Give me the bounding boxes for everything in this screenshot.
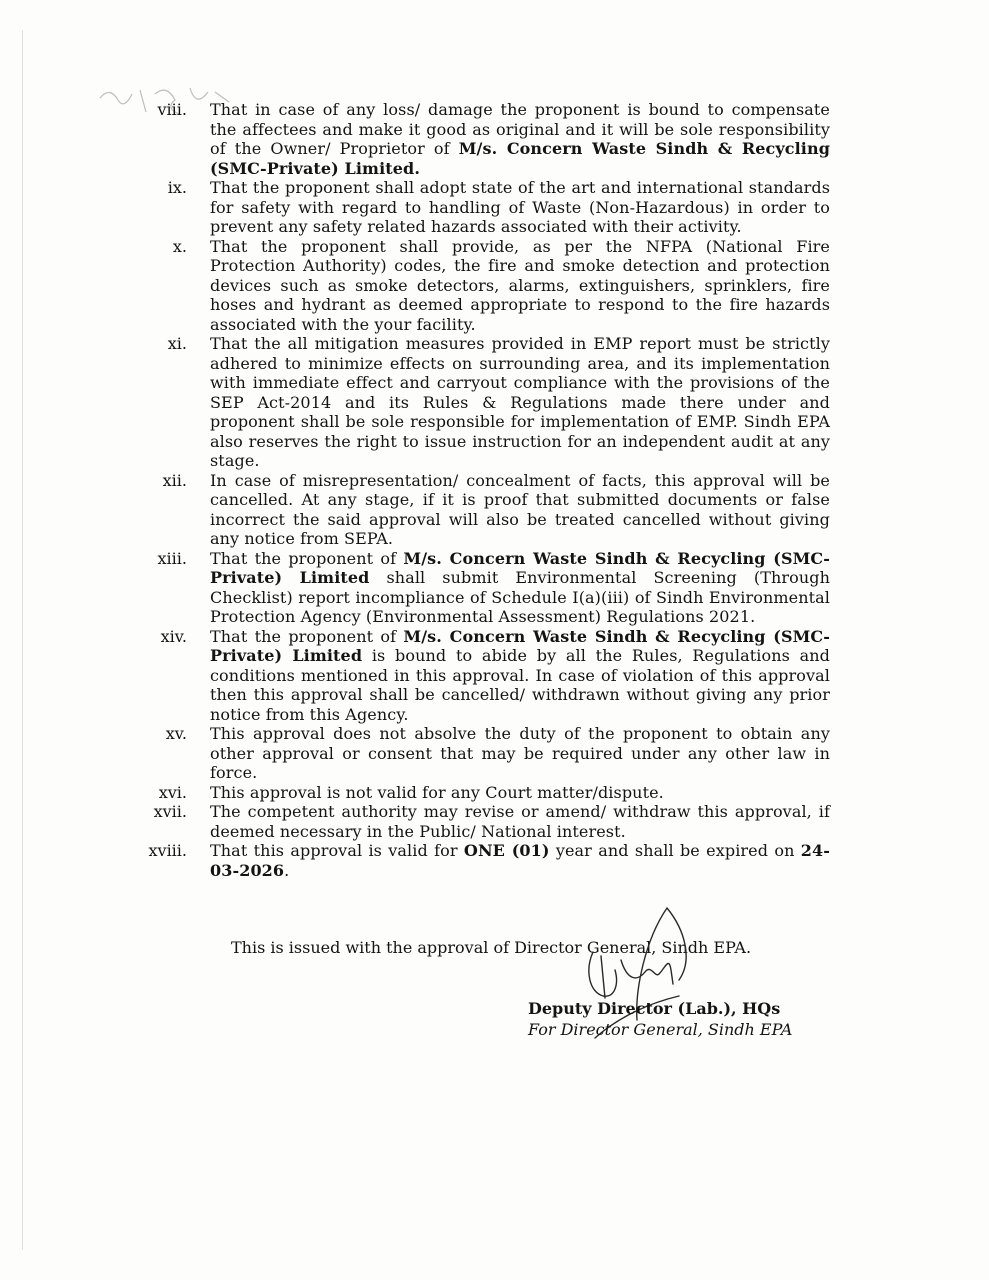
- condition-number: xv.: [165, 724, 187, 743]
- condition-text-run: That the proponent of: [210, 626, 404, 646]
- condition-text-run: That the proponent shall adopt state of the art and international standards for safety with regard to handling of Waste (Non-Hazardous) in order to prevent any safety related hazards associated with their activity.: [210, 178, 830, 236]
- condition-number: xvii.: [153, 802, 187, 821]
- condition-number: xiii.: [157, 548, 187, 568]
- condition-item: [150, 627, 830, 725]
- condition-item: [150, 802, 830, 841]
- condition-item: [150, 178, 830, 237]
- condition-item: [150, 724, 830, 783]
- condition-number: x.: [172, 236, 187, 256]
- condition-number: ix.: [167, 178, 187, 197]
- condition-item: [150, 783, 830, 803]
- condition-text-bold: 24-03-2026: [210, 841, 830, 880]
- condition-text-run: The competent authority may revise or amend/ withdraw this approval, if deemed necessary in the Public/ National interest.: [210, 802, 830, 841]
- condition-number: xviii.: [148, 841, 187, 860]
- condition-item: [150, 334, 830, 471]
- condition-text-bold: ONE (01): [463, 841, 550, 860]
- condition-text: [210, 549, 830, 627]
- condition-text-run: year and shall be expired on: [549, 841, 801, 860]
- condition-text-run: .: [284, 860, 290, 880]
- condition-text: [210, 100, 830, 178]
- condition-text-run: This approval does not absolve the duty of the proponent to obtain any other approval or consent that may be required under any other law in force.: [210, 724, 830, 782]
- condition-text: [210, 178, 830, 237]
- signatory-subtitle: For Director General, Sindh EPA: [528, 1020, 793, 1039]
- condition-number: xiv.: [160, 626, 187, 646]
- condition-number: xi.: [167, 334, 187, 353]
- signatory-title: Deputy Director (Lab.), HQs: [528, 999, 781, 1018]
- condition-text-run: is bound to abide by all the Rules, Regulations and conditions mentioned in this approval. In case of violation of this approval then this approval shall be cancelled/ withdrawn without giving any prior notice from this Agency.: [210, 646, 831, 724]
- condition-text: [210, 724, 830, 783]
- condition-text-run: That in case of any loss/ damage the proponent is bound to compensate the affectees and make it good as original and it will be sole responsibility of the Owner/ Proprietor of: [210, 100, 830, 158]
- condition-text-run: That the proponent of: [210, 548, 404, 568]
- condition-text: [210, 802, 830, 841]
- signature-block: [528, 998, 792, 1040]
- condition-text-run: shall submit Environmental Screening (Through Checklist) report incompliance of Schedule I(a)(iii) of Sindh Environmental Protection Agency (Environmental Assessment) Regulations 2021.: [210, 568, 831, 626]
- condition-text-run: In case of misrepresentation/ concealment of facts, this approval will be cancelled. At any stage, if it is proof that submitted documents or false incorrect the said approval will also be treated cancelled without giving any notice from SEPA.: [210, 470, 830, 548]
- condition-text: [210, 783, 830, 803]
- condition-text-run: That this approval is valid for: [210, 841, 464, 860]
- condition-item: [150, 841, 830, 880]
- condition-text: [210, 334, 830, 471]
- condition-text: [210, 627, 830, 725]
- condition-text-bold: M/s. Concern Waste Sindh & Recycling (SMC-Private) Limited.: [210, 139, 830, 178]
- condition-number: viii.: [157, 100, 187, 119]
- condition-text: [210, 471, 830, 549]
- condition-item: [150, 100, 830, 178]
- condition-text-bold: M/s. Concern Waste Sindh & Recycling (SMC-Private) Limited: [210, 626, 831, 665]
- condition-item: [150, 549, 830, 627]
- condition-text-run: That the all mitigation measures provided in EMP report must be strictly adhered to minimize effects on surrounding area, and its implementation with immediate effect and carryout compliance with the provisions of the SEP Act-2014 and its Rules & Regulations made there under and proponent shall be sole responsible for implementation of EMP. Sindh EPA also reserves the right to issue instruction for an independent audit at any stage.: [210, 334, 830, 470]
- condition-text-run: That the proponent shall provide, as per the NFPA (National Fire Protection Authority) codes, the fire and smoke detection and protection devices such as smoke detectors, alarms, extinguishers, sprinklers, fire hoses and hydrant as deemed appropriate to respond to the fire hazards associated with the your facility.: [210, 236, 830, 334]
- condition-text: [210, 841, 830, 880]
- condition-text-bold: M/s. Concern Waste Sindh & Recycling (SMC-Private) Limited: [210, 548, 831, 587]
- scan-edge-line: [22, 30, 23, 1250]
- conditions-list: [150, 100, 830, 880]
- condition-number: xii.: [162, 470, 187, 490]
- condition-item: [150, 471, 830, 549]
- closing-statement: This is issued with the approval of Director General, Sindh EPA.: [231, 938, 752, 957]
- condition-number: xvi.: [158, 782, 187, 802]
- condition-text: [210, 237, 830, 335]
- condition-text-run: This approval is not valid for any Court matter/dispute.: [210, 782, 664, 802]
- condition-item: [150, 237, 830, 335]
